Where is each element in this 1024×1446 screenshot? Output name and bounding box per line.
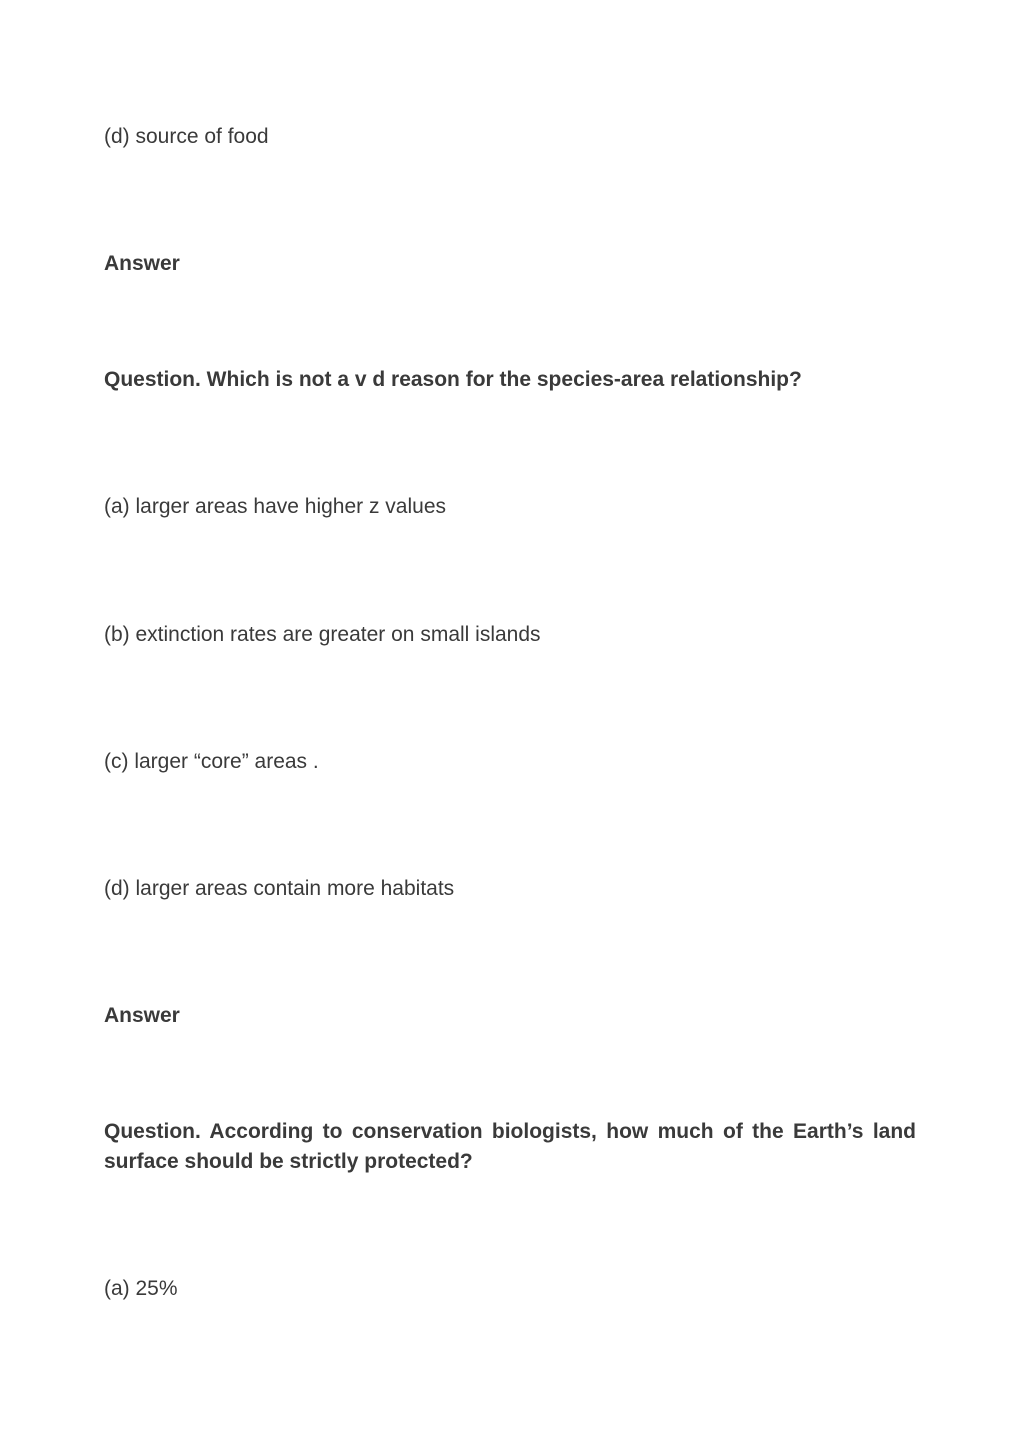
option-text: (a) larger areas have higher z values <box>104 495 447 518</box>
option-text: (b) extinction rates are greater on small islands <box>104 623 541 646</box>
question-text: Question. According to conservation biologists, how much of the Earth’s land surface should be strictly protected? <box>104 1120 916 1173</box>
answer-label: Answer <box>104 1004 180 1027</box>
option-text: (d) source of food <box>104 125 269 148</box>
option-text: (c) larger “core” areas . <box>104 750 319 773</box>
option-text: (a) 25% <box>104 1277 178 1300</box>
option-text: (d) larger areas contain more habitats <box>104 877 455 900</box>
answer-label: Answer <box>104 252 180 275</box>
question-text: Question. Which is not a v d reason for the species-area relationship? <box>104 368 802 391</box>
